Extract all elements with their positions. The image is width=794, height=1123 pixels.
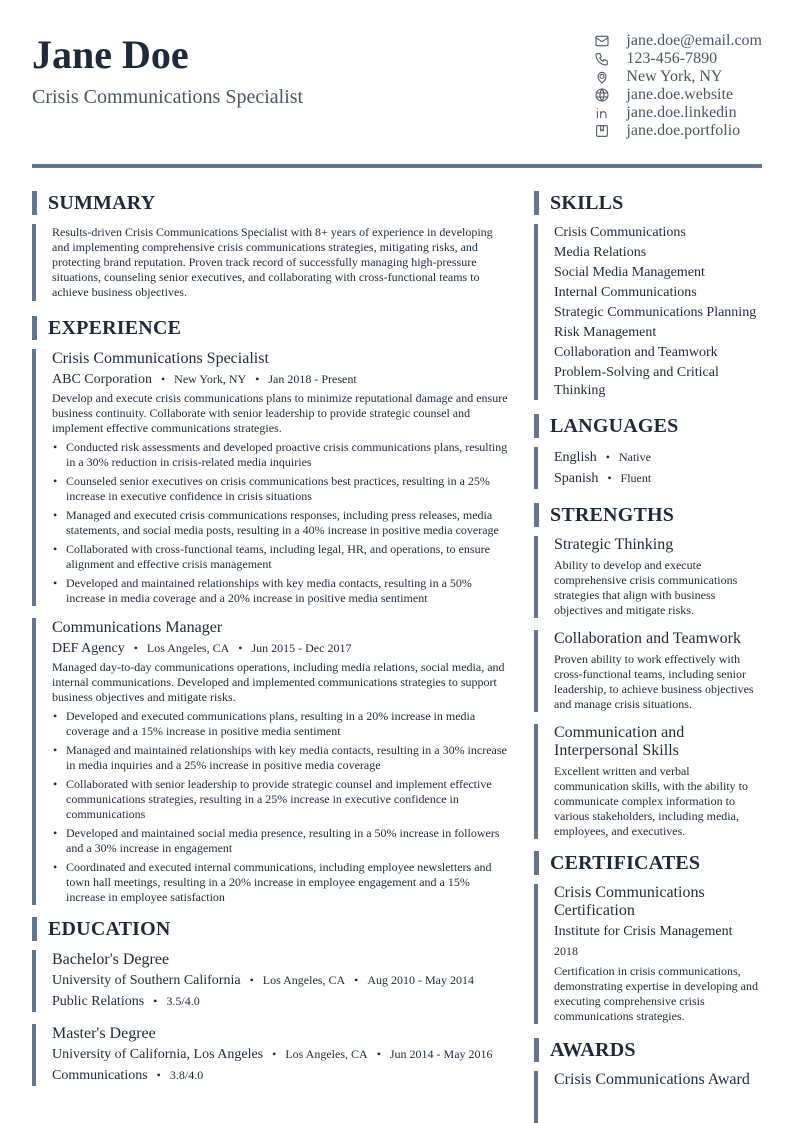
separator: • [156,1068,161,1082]
job-bullet: • Developed and executed communications plans, resulting in a 20% increase in media coverage and a 15% increase in positive media sentiment [52,709,510,739]
candidate-name: Jane Doe [32,32,189,77]
job-dates: Jan 2018 - Present [268,372,357,386]
section-title: STRENGTHS [550,503,675,526]
skill-item: Media Relations [554,245,647,260]
school-location: Los Angeles, CA [262,973,346,987]
separator: • [354,973,359,987]
map-pin-icon [594,69,610,85]
skill-item: Strategic Communications Planning [554,305,757,320]
language-name: Spanish [554,471,599,486]
phone-text: 123-456-7890 [626,50,718,67]
contact-location [594,68,762,86]
experience-section [32,316,510,905]
separator: • [153,994,158,1008]
certificate-description: Certification in crisis communications, demonstrating expertise in developing and executing comprehensive crisis communications strategies. [554,964,758,1023]
education-meta [52,970,510,991]
linkedin-text: jane.doe.linkedin [626,104,737,121]
separator: • [607,471,612,485]
strength-description: Proven ability to work effectively with cross-functional teams, including senior leadership, to achieve business objectives and manage crisis situations. [554,652,754,711]
school-dates: Aug 2010 - May 2014 [367,973,474,987]
awards-heading [534,1038,764,1062]
separator: • [133,641,138,655]
sidebar-column [534,191,764,1123]
strength-item [534,724,764,839]
job-bullet: • Collaborated with cross-functional teams, including legal, HR, and operations, to ensure alignment and effective crisis management [52,542,510,572]
bookmark-icon [594,123,610,139]
strength-title: Strategic Thinking [554,536,674,553]
job-company: DEF Agency [52,641,125,656]
field-of-study: Communications [52,1068,148,1083]
job-company: ABC Corporation [52,372,152,387]
certificate-item [534,884,764,1024]
languages-list [534,447,764,489]
skills-section [534,191,764,400]
resume-header [32,30,762,164]
languages-section [534,414,764,489]
strengths-heading [534,503,764,527]
contact-website[interactable] [594,86,762,104]
certificates-section [534,851,764,1024]
award-item [534,1071,764,1123]
separator: • [605,450,610,464]
globe-icon [594,87,610,103]
job-bullet: • Counseled senior executives on crisis communications best practices, resulting in a 25% increase in executive confidence in crisis situations [52,474,510,504]
education-entry [32,1024,510,1086]
job-description: Managed day-to-day communications operations, including media relations, social media, and internal communications. Developed and implemented communications strategies to support business objectives and mitigate risks. [52,660,505,704]
job-entry [32,349,510,606]
strength-item [534,536,764,618]
certificates-heading [534,851,764,875]
strength-description: Excellent written and verbal communication skills, with the ability to communicate complex information to various stakeholders, including media, employees, and executives. [554,764,748,838]
school-name: University of California, Los Angeles [52,1047,264,1062]
separator: • [249,973,254,987]
summary-section [32,191,510,301]
education-field-row [52,1065,510,1086]
skills-heading [534,191,764,215]
school-dates: Jun 2014 - May 2016 [389,1047,493,1061]
certificate-issuer: Institute for Crisis Management [554,924,733,939]
strength-item [534,630,764,712]
section-title: SUMMARY [48,191,156,214]
section-title: EXPERIENCE [48,316,182,339]
main-column [32,191,510,1086]
language-item [554,447,764,468]
education-heading [32,917,510,941]
job-meta [52,369,510,390]
education-entry [32,950,510,1012]
job-location: New York, NY [174,372,247,386]
job-meta [52,638,510,659]
contact-linkedin[interactable] [594,104,762,122]
degree-title: Bachelor's Degree [52,951,170,968]
skill-item: Internal Communications [554,285,697,300]
job-bullet: • Developed and maintained social media presence, resulting in a 50% increase in followers and a 30% increase in engagement [52,826,510,856]
award-title: Crisis Communications Award [554,1071,750,1088]
certificate-title: Crisis Communications Certification [554,884,705,919]
language-level: Fluent [620,471,652,485]
email-text: jane.doe@email.com [626,32,762,49]
section-title: CERTIFICATES [550,851,701,874]
experience-heading [32,316,510,340]
education-field-row [52,991,510,1012]
section-title: EDUCATION [48,917,171,940]
summary-text: Results-driven Crisis Communications Specialist with 8+ years of experience in developing and implementing comprehensive crisis communications strategies, mitigating risks, and protecting brand reputation. Proven track record of successfully managing high-pressure situations, counseling senior executives, and collaborating with cross-functional teams to achieve business objectives. [52,225,493,299]
job-entry [32,618,510,905]
strength-description: Ability to develop and execute comprehensive crisis communications strategies that align with business objectives and mitigate risks. [554,558,738,617]
language-item [554,468,764,489]
section-title: LANGUAGES [550,414,679,437]
skill-item: Collaboration and Teamwork [554,345,718,360]
job-bullet: • Collaborated with senior leadership to provide strategic counsel and implement effective communications strategies, resulting in a 25% increase in executive confidence in communications [52,777,510,822]
contact-email[interactable] [594,32,762,50]
languages-heading [534,414,764,438]
job-bullet: • Coordinated and executed internal communications, including employee newsletters and town hall meetings, resulting in a 20% increase in employee engagement and a 15% increase in employee satisfaction [52,860,510,905]
contact-phone[interactable] [594,50,762,68]
skill-item: Problem-Solving and Critical Thinking [554,365,719,398]
certificate-year: 2018 [554,944,578,958]
summary-heading [32,191,510,215]
field-of-study: Public Relations [52,994,145,1009]
strength-title: Communication and Interpersonal Skills [554,724,685,759]
school-location: Los Angeles, CA [285,1047,368,1061]
language-name: English [554,450,597,465]
gpa: 3.8/4.0 [169,1068,204,1082]
location-text: New York, NY [626,68,723,85]
education-section [32,917,510,1086]
summary-body [32,224,510,301]
skill-item: Crisis Communications [554,225,686,240]
strengths-section [534,503,764,839]
job-bullet: • Conducted risk assessments and developed proactive crisis communications plans, resulting in a 30% reduction in crisis-related media inquiries [52,440,510,470]
job-title: Crisis Communications Specialist [52,350,269,367]
phone-icon [594,51,610,67]
separator: • [376,1047,381,1061]
portfolio-text: jane.doe.portfolio [626,122,741,139]
job-bullet: • Managed and maintained relationships with key media contacts, resulting in a 30% increase in media inquiries and a 25% increase in positive media coverage [52,743,510,773]
linkedin-icon [594,105,610,121]
language-level: Native [618,450,651,464]
header-divider [32,164,762,168]
job-description: Develop and execute crisis communications plans to minimize reputational damage and ensure business continuity. Collaborate with senior leadership to provide strategic counsel and implement effective communications strategies. [52,391,508,435]
awards-section [534,1038,764,1123]
skill-item: Social Media Management [554,265,705,280]
job-bullets [52,709,510,905]
gpa: 3.5/4.0 [166,994,200,1008]
separator: • [255,372,260,386]
section-title: SKILLS [550,191,624,214]
job-dates: Jun 2015 - Dec 2017 [251,641,352,655]
section-title: AWARDS [550,1038,636,1061]
separator: • [272,1047,277,1061]
candidate-role: Crisis Communications Specialist [32,86,304,108]
strength-title: Collaboration and Teamwork [554,630,741,647]
skills-list [534,224,764,400]
contact-list [594,32,762,140]
job-title: Communications Manager [52,619,223,636]
website-text: jane.doe.website [626,86,734,103]
job-bullets [52,440,510,606]
job-location: Los Angeles, CA [146,641,230,655]
education-meta [52,1044,510,1065]
job-bullet: • Developed and maintained relationships with key media contacts, resulting in a 50% increase in media coverage and a 20% increase in positive media sentiment [52,576,510,606]
separator: • [160,372,166,386]
skill-item: Risk Management [554,325,657,340]
degree-title: Master's Degree [52,1025,156,1042]
job-bullet: • Managed and executed crisis communications responses, including press releases, media statements, and social media posts, resulting in a 40% increase in positive media coverage [52,508,510,538]
contact-portfolio[interactable] [594,122,762,140]
separator: • [238,641,243,655]
mail-icon [594,33,610,49]
school-name: University of Southern California [52,973,241,988]
